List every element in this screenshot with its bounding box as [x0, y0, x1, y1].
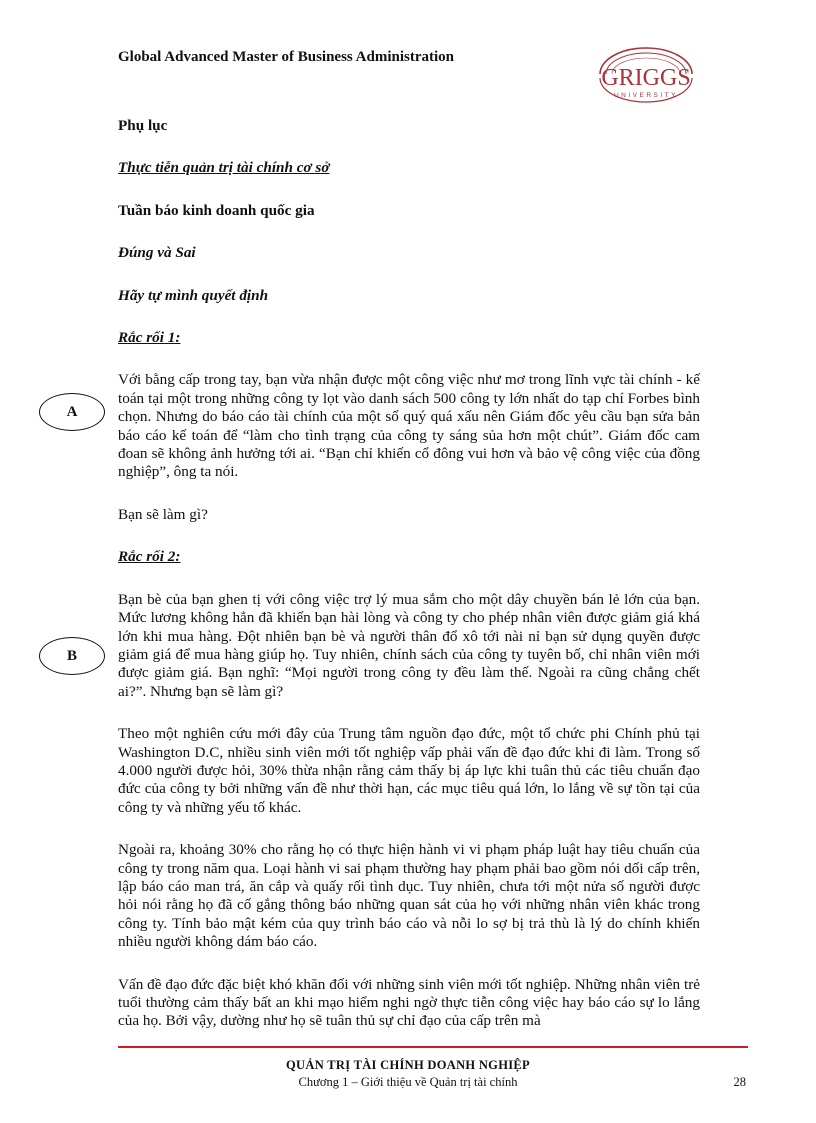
- heading-practice: Thực tiễn quản trị tài chính cơ sở: [118, 159, 330, 177]
- heading-decide: Hãy tự mình quyết định: [118, 286, 269, 304]
- heading-weekly: Tuần báo kinh doanh quốc gia: [118, 201, 315, 219]
- paragraph-research: Theo một nghiên cứu mới đây của Trung tâm nguồn đạo đức, một tổ chức phi Chính phủ tại Washington D.C, nhiều sinh viên mới tốt nghiệp vấp phải vấn đề đạo đức khi đi làm. Trong số 4.000 người được hỏi, 30% thừa nhận rằng cảm thấy bị áp lực khi tuân thủ các tiêu chuẩn đạo đức của công ty bởi những vấn đề như thời hạn, các mục tiêu quá lớn, lo lắng về sự tồn tại của công ty và những yếu tố khác.: [118, 725, 700, 816]
- heading-right-wrong: Đúng và Sai: [118, 244, 196, 262]
- marker-b: B: [39, 637, 105, 675]
- griggs-university-logo: [586, 44, 706, 106]
- heading-appendix: Phụ lục: [118, 117, 168, 134]
- paragraph-question: Bạn sẽ làm gì?: [118, 505, 208, 523]
- griggs-logo-icon: [586, 44, 706, 106]
- page-number: 28: [733, 1075, 746, 1089]
- paragraph-trouble-1: Với bằng cấp trong tay, bạn vừa nhận được một công việc như mơ trong lĩnh vực tài chính - kế toán tại một trong những công ty lọt vào danh sách 500 công ty lớn nhất do tạp chí Forbes bình chọn. Nhưng do báo cáo tài chính của một số quý quá xấu nên Giám đốc yêu cầu bạn sửa bản báo cáo kế toán để “làm cho tình trạng của công ty sáng sủa hơn một chút”. Giám đốc cam đoan sẽ không ảnh hưởng tới ai. “Bạn chỉ khiến cổ đông vui hơn và bảo vệ công việc của đồng nghiệp”, ông ta nói.: [118, 371, 700, 481]
- paragraph-violations: Ngoài ra, khoảng 30% cho rằng họ có thực hiện hành vi vi phạm pháp luật hay tiêu chuẩn của công ty trong năm qua. Loại hành vi sai phạm thường hay phạm phải bao gồm nói dối cấp trên, lập báo cáo man trá, ăn cắp và quấy rối tình dục. Tuy nhiên, chưa tới một nửa số người được hỏi nói rằng họ đã cố gắng thông báo những quan sát của họ với những nhân viên khác trong công ty. Tính bảo mật kém của quy trình báo cáo và nỗi lo sợ bị trả thù là lý do chính khiến nhiều người không dám báo cáo.: [118, 841, 700, 951]
- heading-trouble-2: Rắc rối 2:: [118, 548, 181, 566]
- document-header-title: Global Advanced Master of Business Administration: [118, 49, 455, 65]
- svg-text:GRIGGS: GRIGGS: [601, 65, 691, 91]
- heading-trouble-1: Rắc rối 1:: [118, 329, 181, 347]
- document-body: [118, 117, 700, 1031]
- paragraph-graduates: Vấn đề đạo đức đặc biệt khó khăn đối với những sinh viên mới tốt nghiệp. Những nhân viên trẻ tuổi thường cảm thấy bất an khi mạo hiểm nghi ngờ thực tiễn công việc hay báo cáo sự lo lắng của họ. Bởi vậy, dường như họ sẽ tuân thủ sự chỉ đạo của cấp trên mà: [118, 975, 700, 1030]
- footer-subtitle: Chương 1 – Giới thiệu về Quản trị tài chính: [298, 1075, 518, 1089]
- marker-a: A: [39, 393, 105, 431]
- paragraph-trouble-2: Bạn bè của bạn ghen tị với công việc trợ lý mua sắm cho một dây chuyền bán lẻ lớn của bạn. Mức lương không hẳn đã khiến bạn hài lòng và công ty cho phép nhân viên được giảm giá khá lớn khi mua hàng. Đột nhiên bạn bè và người thân đổ xô tới nài nỉ bạn sử dụng quyền được giảm giá để mua hàng giúp họ. Tuy nhiên, chính sách của công ty tuyên bố, chỉ nhân viên mới được giảm giá. Bạn nghĩ: “Mọi người trong công ty đều làm thế. Ngoài ra cũng chẳng chết ai?”. Nhưng bạn sẽ làm gì?: [118, 590, 700, 700]
- footer-title: QUẢN TRỊ TÀI CHÍNH DOANH NGHIỆP: [286, 1058, 530, 1072]
- svg-text:UNIVERSITY: UNIVERSITY: [613, 92, 679, 99]
- footer-divider: [118, 1046, 748, 1048]
